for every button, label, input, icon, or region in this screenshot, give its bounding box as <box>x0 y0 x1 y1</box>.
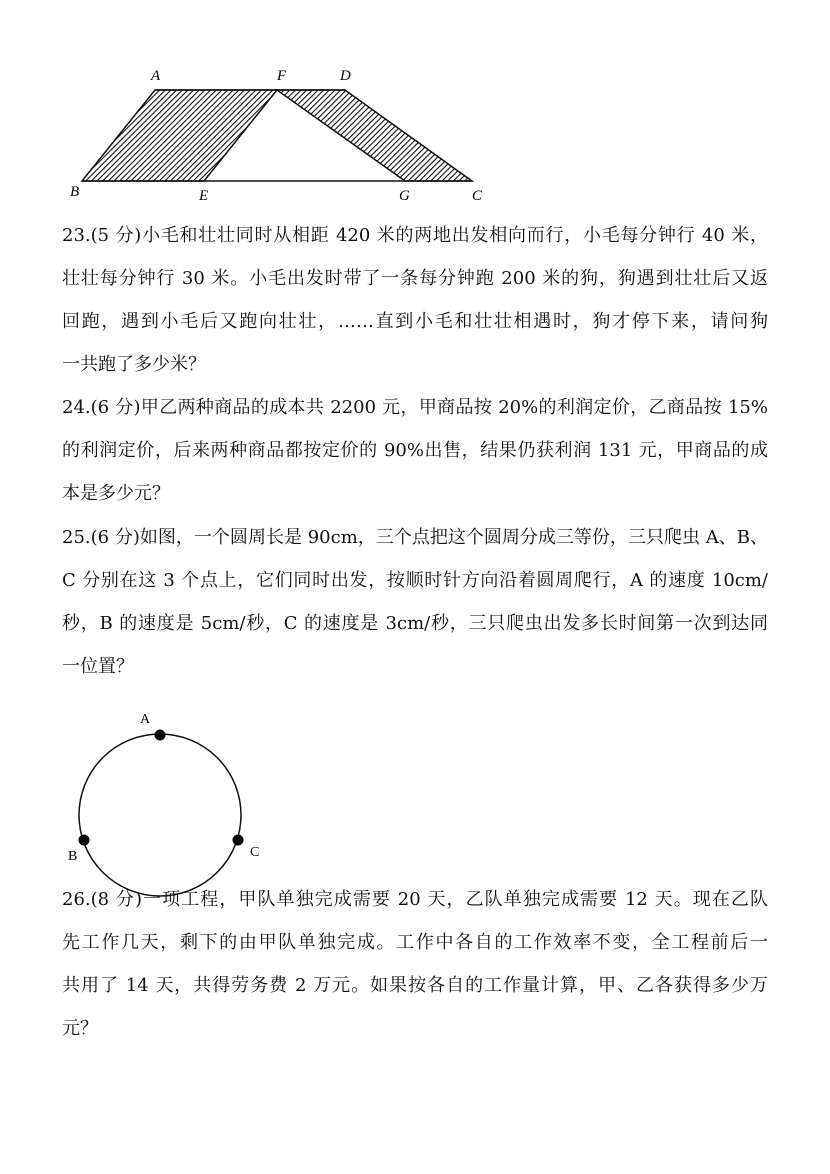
question-text-line: 本是多少元？ <box>62 483 170 504</box>
label-c: C <box>250 845 260 860</box>
label-g: G <box>399 188 410 204</box>
shaded-region-fdcg <box>277 90 472 181</box>
question-text-line: 秒，B 的速度是 5cm/秒，C 的速度是 3cm/秒，三只爬虫出发多长时间第一次到达同 <box>62 613 768 634</box>
trapezoid-figure <box>70 68 483 204</box>
label-f: F <box>277 68 287 84</box>
label-a: A <box>151 68 161 84</box>
question-text-line: 元？ <box>62 1018 98 1039</box>
label-e: E <box>199 188 209 204</box>
question-text-line: 回跑，遇到小毛后又跑向壮壮，……直到小毛和壮壮相遇时，狗才停下来，请问狗 <box>62 311 768 332</box>
question-text-line: 一位置？ <box>62 656 134 677</box>
question-text-line: 26.(8 分)一项工程，甲队单独完成需要 20 天，乙队单独完成需要 12 天。现在乙队 <box>62 889 768 910</box>
question-text-line: 24.(6 分)甲乙两种商品的成本共 2200 元，甲商品按 20%的利润定价，乙商品按 15% <box>62 397 768 418</box>
shaded-parallelogram-abef <box>82 90 277 181</box>
label-b: B <box>70 184 80 200</box>
question-text-line: 25.(6 分)如图，一个圆周长是 90cm，三个点把这个圆周分成三等份，三只爬虫 A、B、 <box>62 527 768 548</box>
question-text-line: 壮壮每分钟行 30 米。小毛出发时带了一条每分钟跑 200 米的狗，狗遇到壮壮后又返 <box>62 268 768 289</box>
question-text-line: 先工作几天，剩下的由甲队单独完成。工作中各自的工作效率不变，全工程前后一 <box>62 932 768 953</box>
question-text-line: 共用了 14 天，共得劳务费 2 万元。如果按各自的工作量计算，甲、乙各获得多少万 <box>62 975 768 996</box>
label-b: B <box>68 849 78 864</box>
point-c <box>233 835 244 846</box>
question-text-line: 一共跑了多少米？ <box>62 354 206 375</box>
question-text-line: 23.(5 分)小毛和壮壮同时从相距 420 米的两地出发相向而行，小毛每分钟行 40 米， <box>62 225 768 246</box>
point-b <box>79 835 90 846</box>
question-text-line: C 分别在这 3 个点上，它们同时出发，按顺时针方向沿着圆周爬行，A 的速度 10cm/ <box>62 570 768 591</box>
label-d: D <box>340 68 351 84</box>
circle-figure <box>68 712 259 896</box>
question-text-line: 的利润定价，后来两种商品都按定价的 90%出售，结果仍获利润 131 元，甲商品的成 <box>62 440 768 461</box>
label-c: C <box>472 188 483 204</box>
point-a <box>155 730 166 741</box>
label-a: A <box>140 712 151 727</box>
